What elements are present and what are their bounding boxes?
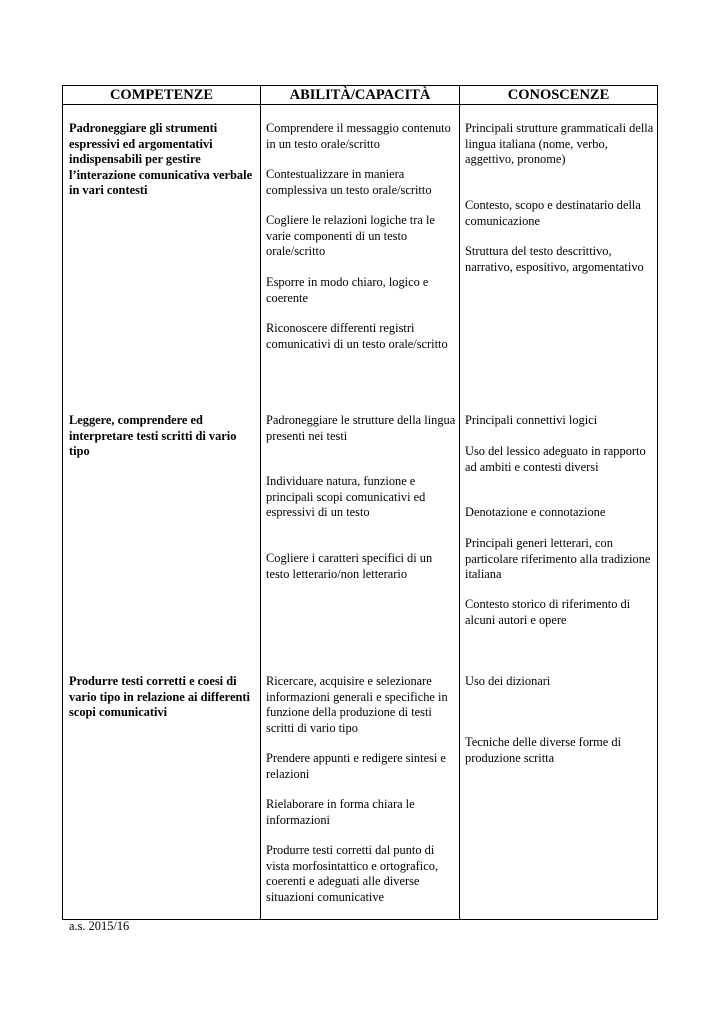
school-year-footer: a.s. 2015/16 [69,919,130,933]
conoscenza-item: Uso del lessico adeguato in rapporto ad ambiti e contesti diversi [465,444,646,474]
header-competenze: COMPETENZE [63,86,261,105]
abilita-item: Padroneggiare le strutture della lingua presenti nei testi [266,413,456,443]
conoscenza-item: Principali connettivi logici [465,413,598,427]
header-conoscenze: CONOSCENZE [460,86,658,105]
abilita-item: Rielaborare in forma chiara le informazioni [266,797,415,827]
header-abilita: ABILITÀ/CAPACITÀ [261,86,460,105]
abilita-item: Esporre in modo chiaro, logico e coerente [266,275,429,305]
abilita-cell [261,105,460,920]
competenze-cell [63,105,261,920]
abilita-item: Riconoscere differenti registri comunicativi di un testo orale/scritto [266,321,448,351]
curriculum-table [62,85,658,920]
abilita-item: Produrre testi corretti dal punto di vista morfosintattico e ortografico, coerenti e adeguati alle diverse situazioni comunicative [266,843,439,904]
abilita-item: Cogliere i caratteri specifici di un testo letterario/non letterario [266,551,433,581]
abilita-item: Comprendere il messaggio contenuto in un testo orale/scritto [266,121,451,151]
abilita-item: Contestualizzare in maniera complessiva un testo orale/scritto [266,167,432,197]
competenza-item: Leggere, comprendere ed interpretare testi scritti di vario tipo [69,413,237,458]
conoscenza-item: Struttura del testo descrittivo, narrativo, espositivo, argomentativo [465,244,644,274]
content-row [63,105,658,920]
conoscenza-item: Principali generi letterari, con particolare riferimento alla tradizione italiana [465,536,651,581]
conoscenza-item: Contesto storico di riferimento di alcuni autori e opere [465,597,631,627]
abilita-item: Prendere appunti e redigere sintesi e relazioni [266,751,446,781]
competenza-item: Produrre testi corretti e coesi di vario tipo in relazione ai differenti scopi comunicativi [69,674,250,719]
competenza-item: Padroneggiare gli strumenti espressivi ed argomentativi indispensabili per gestire l’interazione comunicativa verbale in vari contesti [69,121,253,197]
conoscenza-item: Contesto, scopo e destinatario della comunicazione [465,198,641,228]
conoscenza-item: Uso dei dizionari [465,674,551,688]
header-row [63,86,658,105]
abilita-item: Cogliere le relazioni logiche tra le varie componenti di un testo orale/scritto [266,213,435,258]
abilita-item: Individuare natura, funzione e principali scopi comunicativi ed espressivi di un testo [266,474,426,519]
conoscenza-item: Principali strutture grammaticali della lingua italiana (nome, verbo, aggettivo, pronome) [465,121,654,166]
conoscenze-cell [460,105,658,920]
conoscenza-item: Denotazione e connotazione [465,505,606,519]
conoscenza-item: Tecniche delle diverse forme di produzione scritta [465,735,622,765]
abilita-item: Ricercare, acquisire e selezionare informazioni generali e specifiche in funzione della produzione di testi scritti di vario tipo [266,674,448,735]
